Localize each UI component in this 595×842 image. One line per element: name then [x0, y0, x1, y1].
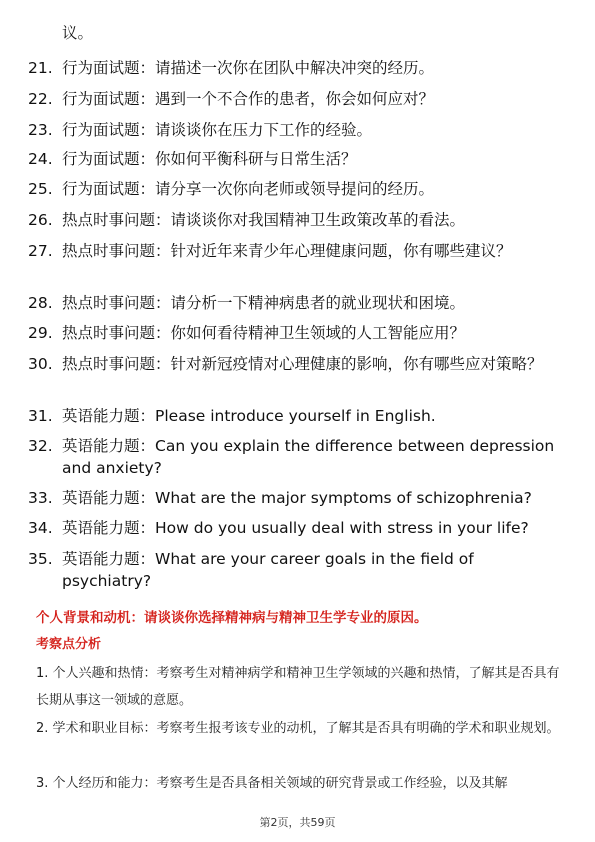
- analysis-point: 3. 个人经历和能力：考察考生是否具备相关领域的研究背景或工作经验，以及其解: [36, 776, 508, 791]
- question-text: 英语能力题：Please introduce yourself in English.: [62, 407, 436, 425]
- question-number: 32.: [28, 437, 53, 455]
- question-text: 英语能力题：What are the major symptoms of schizophrenia?: [62, 489, 532, 507]
- question-number: 31.: [28, 407, 53, 425]
- question-text: 热点时事问题：请分析一下精神病患者的就业现状和困境。: [62, 294, 466, 312]
- question-number: 30.: [28, 355, 53, 373]
- question-number: 22.: [28, 90, 53, 108]
- question-number: 27.: [28, 242, 53, 260]
- question-number: 26.: [28, 211, 53, 229]
- analysis-point: 2. 学术和职业目标：考察考生报考该专业的动机，了解其是否具有明确的学术和职业规划。: [36, 721, 560, 736]
- continuation-text: 议。: [62, 24, 94, 42]
- question-text: 英语能力题：What are your career goals in the field of psychiatry?: [62, 550, 474, 590]
- question-text: 行为面试题：请谈谈你在压力下工作的经验。: [62, 121, 373, 139]
- section-title: 个人背景和动机：请谈谈你选择精神病与精神卫生学专业的原因。: [36, 610, 428, 626]
- question-number: 24.: [28, 150, 53, 168]
- question-number: 23.: [28, 121, 53, 139]
- question-text: 热点时事问题：针对新冠疫情对心理健康的影响，你有哪些应对策略？: [62, 355, 543, 373]
- question-text: 行为面试题：遇到一个不合作的患者，你会如何应对？: [62, 90, 435, 108]
- question-text: 行为面试题：请描述一次你在团队中解决冲突的经历。: [62, 59, 435, 77]
- question-text: 英语能力题：Can you explain the difference between depression and anxiety?: [62, 437, 555, 477]
- question-text: 行为面试题：你如何平衡科研与日常生活？: [62, 150, 357, 168]
- section-subtitle: 考察点分析: [36, 637, 102, 652]
- question-number: 28.: [28, 294, 53, 312]
- question-number: 29.: [28, 324, 53, 342]
- question-text: 热点时事问题：你如何看待精神卫生领域的人工智能应用？: [62, 324, 466, 342]
- question-number: 21.: [28, 59, 53, 77]
- question-number: 25.: [28, 180, 53, 198]
- question-text: 热点时事问题：针对近年来青少年心理健康问题，你有哪些建议？: [62, 242, 512, 260]
- page-footer: 第2页，共59页: [259, 816, 336, 829]
- question-number: 34.: [28, 519, 53, 537]
- question-number: 35.: [28, 550, 53, 568]
- analysis-point: 1. 个人兴趣和热情：考察考生对精神病学和精神卫生学领域的兴趣和热情，了解其是否具有长期从事这一领域的意愿。: [36, 666, 560, 708]
- question-text: 热点时事问题：请谈谈你对我国精神卫生政策改革的看法。: [62, 211, 466, 229]
- question-number: 33.: [28, 489, 53, 507]
- question-text: 行为面试题：请分享一次你向老师或领导提问的经历。: [62, 180, 435, 198]
- question-text: 英语能力题：How do you usually deal with stress in your life?: [62, 519, 529, 537]
